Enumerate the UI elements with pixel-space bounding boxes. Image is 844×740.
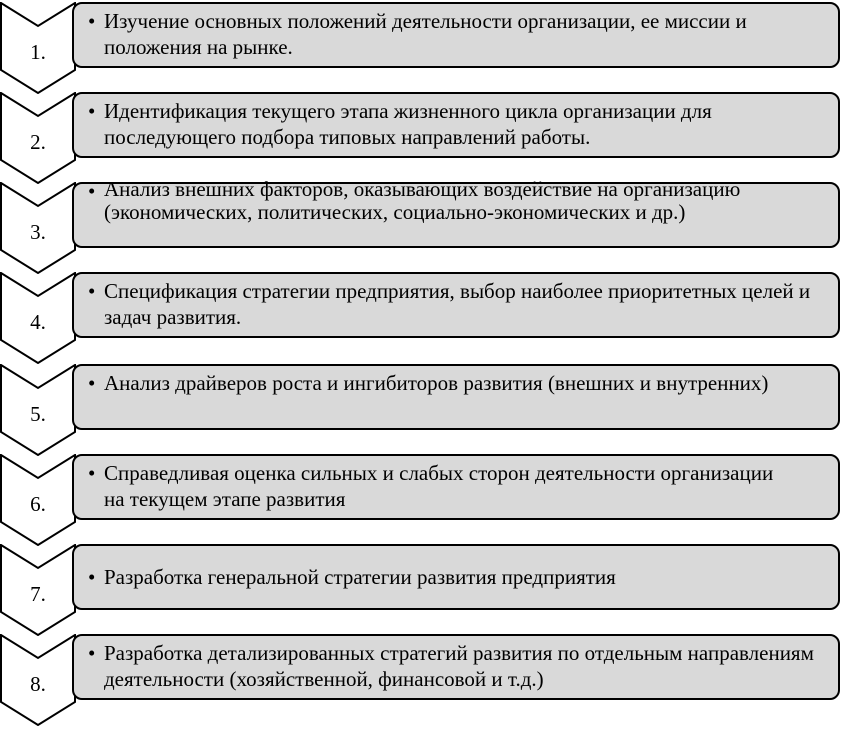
step-number: 6. bbox=[30, 492, 46, 516]
step-6 bbox=[0, 454, 844, 546]
step-1 bbox=[0, 2, 844, 94]
step-number: 8. bbox=[30, 672, 46, 696]
step-8 bbox=[0, 634, 844, 726]
step-number: 1. bbox=[30, 40, 46, 64]
step-text: Анализ внешних факторов, оказывающих воздействие на организацию (экономических, политических, социально-экономических и др.) bbox=[104, 177, 741, 224]
step-text: Изучение основных положений деятельности организации, ее миссии и положения на рынке. bbox=[104, 9, 747, 59]
step-4 bbox=[0, 272, 844, 364]
step-number: 4. bbox=[30, 310, 46, 334]
step-box bbox=[72, 454, 840, 520]
step-text: Анализ драйверов роста и ингибиторов развития (внешних и внутренних) bbox=[104, 371, 769, 395]
step-text: Разработка генеральной стратегии развития предприятия bbox=[104, 565, 616, 589]
step-3 bbox=[0, 177, 844, 274]
step-text: Идентификация текущего этапа жизненного цикла организации для последующего подбора типовых направлений работы. bbox=[104, 99, 712, 149]
step-text: Разработка детализированных стратегий развития по отдельным направлениям деятельности (хозяйственной, финансовой и т.д.) bbox=[104, 641, 814, 691]
step-text: Спецификация стратегии предприятия, выбор наиболее приоритетных целей и задач развития. bbox=[104, 279, 811, 329]
bullet-icon: • bbox=[88, 279, 96, 303]
bullet-icon: • bbox=[88, 565, 96, 589]
step-box bbox=[72, 2, 840, 68]
step-number: 5. bbox=[30, 402, 46, 426]
bullet-icon: • bbox=[88, 461, 96, 485]
step-box bbox=[72, 544, 840, 610]
step-2 bbox=[0, 92, 844, 184]
bullet-icon: • bbox=[88, 371, 96, 395]
step-number: 7. bbox=[30, 582, 46, 606]
step-box bbox=[72, 272, 840, 338]
bullet-icon: • bbox=[88, 179, 96, 203]
bullet-icon: • bbox=[88, 9, 96, 33]
step-box bbox=[72, 364, 840, 430]
step-5 bbox=[0, 364, 844, 456]
step-7 bbox=[0, 544, 844, 636]
step-box bbox=[72, 634, 840, 700]
step-box bbox=[72, 177, 840, 248]
bullet-icon: • bbox=[88, 641, 96, 665]
step-number: 2. bbox=[30, 130, 46, 154]
step-number: 3. bbox=[30, 220, 46, 244]
bullet-icon: • bbox=[88, 99, 96, 123]
step-text: Справедливая оценка сильных и слабых сторон деятельности организации на текущем этапе развития bbox=[104, 461, 774, 511]
step-box bbox=[72, 92, 840, 158]
